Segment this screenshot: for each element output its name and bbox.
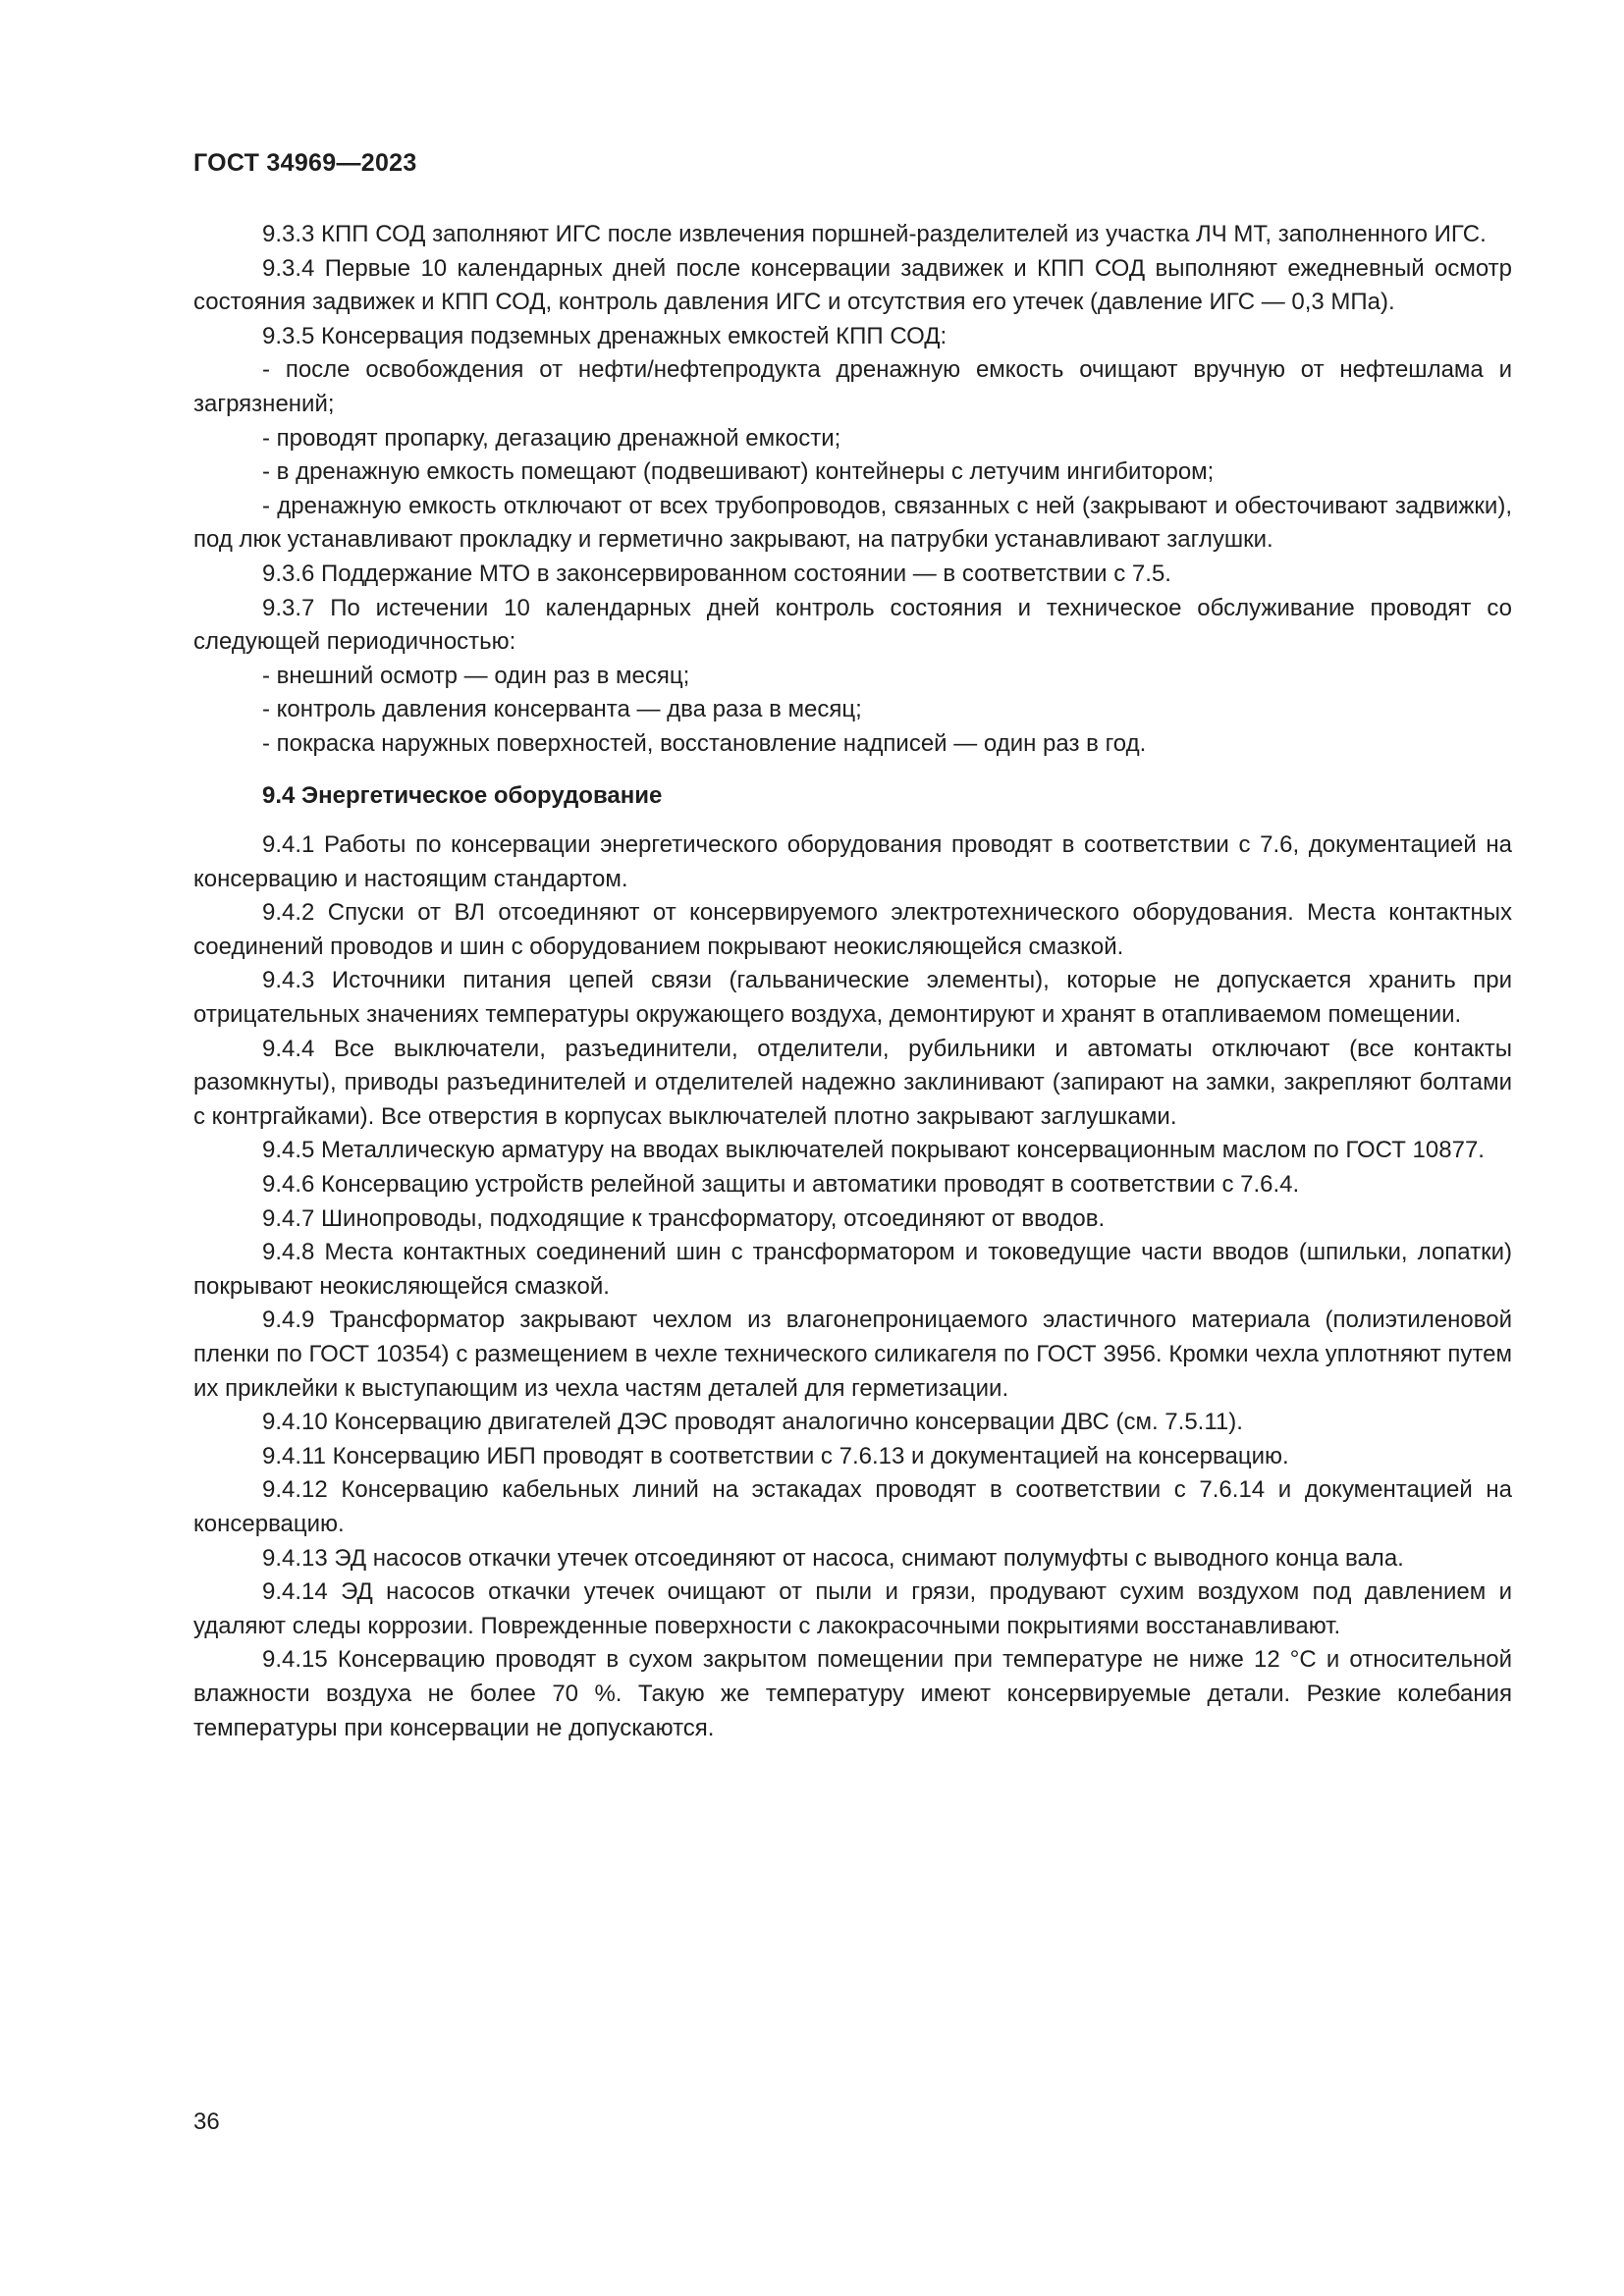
list-item: - после освобождения от нефти/нефтепродукта дренажную емкость очищают вручную от нефтешлама и загрязнений; bbox=[193, 356, 1512, 417]
paragraph-9-3-4: 9.3.4 Первые 10 календарных дней после консервации задвижек и КПП СОД выполняют ежедневный осмотр состояния задвижек и КПП СОД, контроль давления ИГС и отсутствия его утечек (давление ИГС — 0,3 МПа). bbox=[193, 254, 1512, 316]
list-item: - контроль давления консерванта — два раза в месяц; bbox=[262, 696, 862, 723]
paragraph-9-4-6: 9.4.6 Консервацию устройств релейной защиты и автоматики проводят в соответствии с 7.6.4. bbox=[262, 1171, 1300, 1199]
list-item: - в дренажную емкость помещают (подвешивают) контейнеры с летучим ингибитором; bbox=[262, 458, 1215, 486]
paragraph-9-4-15: 9.4.15 Консервацию проводят в сухом закрытом помещении при температуре не ниже 12 °С и относительной влажности воздуха не более 70 %. Такую же температуру имеют консервируемые детали. Резкие колебания температуры при консервации не допускаются. bbox=[193, 1646, 1512, 1741]
paragraph-9-4-8: 9.4.8 Места контактных соединений шин с трансформатором и токоведущие части вводов (шпильки, лопатки) покрывают неокисляющейся смазкой. bbox=[193, 1239, 1512, 1300]
paragraph-9-4-10: 9.4.10 Консервацию двигателей ДЭС проводят аналогично консервации ДВС (см. 7.5.11). bbox=[262, 1409, 1243, 1436]
paragraph-9-4-5: 9.4.5 Металлическую арматуру на вводах выключателей покрывают консервационным маслом по ГОСТ 10877. bbox=[262, 1137, 1485, 1164]
list-item: - покраска наружных поверхностей, восстановление надписей — один раз в год. bbox=[262, 729, 1147, 757]
paragraph-9-4-7: 9.4.7 Шинопроводы, подходящие к трансформатору, отсоединяют от вводов. bbox=[262, 1204, 1106, 1232]
page-number: 36 bbox=[193, 2109, 220, 2135]
paragraph-9-3-7: 9.3.7 По истечении 10 календарных дней контроль состояния и техническое обслуживание проводят со следующей периодичностью: bbox=[193, 594, 1512, 656]
paragraph-9-4-14: 9.4.14 ЭД насосов откачки утечек очищают от пыли и грязи, продувают сухим воздухом под давлением и удаляют следы коррозии. Поврежденные поверхности с лакокрасочными покрытиями восстанавливают. bbox=[193, 1578, 1512, 1639]
list-item: - дренажную емкость отключают от всех трубопроводов, связанных с ней (закрывают и обесточивают задвижки), под люк устанавливают прокладку и герметично закрывают, на патрубки устанавливают заглушки. bbox=[193, 492, 1512, 554]
paragraph-9-4-4: 9.4.4 Все выключатели, разъединители, отделители, рубильники и автоматы отключают (все контакты разомкнуты), приводы разъединителей и отделителей надежно заклинивают (запирают на замки, закрепляют болтами с контргайками). Все отверстия в корпусах выключателей плотно закрывают заглушками. bbox=[193, 1035, 1512, 1130]
paragraph-9-4-1: 9.4.1 Работы по консервации энергетического оборудования проводят в соответствии с 7.6, документацией на консервацию и настоящим стандартом. bbox=[193, 831, 1512, 892]
paragraph-9-4-9: 9.4.9 Трансформатор закрывают чехлом из влагонепроницаемого эластичного материала (полиэтиленовой пленки по ГОСТ 10354) с размещением в чехле технического силикагеля по ГОСТ 3956. Кромки чехла уплотняют путем их приклейки к выступающим из чехла частям деталей для герметизации. bbox=[193, 1307, 1512, 1402]
document-header-title: ГОСТ 34969—2023 bbox=[193, 149, 417, 177]
paragraph-9-3-5: 9.3.5 Консервация подземных дренажных емкостей КПП СОД: bbox=[262, 322, 947, 349]
paragraph-9-4-13: 9.4.13 ЭД насосов откачки утечек отсоединяют от насоса, снимают полумуфты с выводного конца вала. bbox=[262, 1544, 1404, 1572]
paragraph-9-4-2: 9.4.2 Спуски от ВЛ отсоединяют от консервируемого электротехнического оборудования. Места контактных соединений проводов и шин с оборудованием покрывают неокисляющейся смазкой. bbox=[193, 899, 1512, 960]
list-item: - проводят пропарку, дегазацию дренажной емкости; bbox=[262, 424, 841, 452]
paragraph-9-4-12: 9.4.12 Консервацию кабельных линий на эстакадах проводят в соответствии с 7.6.14 и документацией на консервацию. bbox=[193, 1476, 1512, 1537]
paragraph-9-3-3: 9.3.3 КПП СОД заполняют ИГС после извлечения поршней-разделителей из участка ЛЧ МТ, заполненного ИГС. bbox=[262, 221, 1487, 247]
paragraph-9-3-6: 9.3.6 Поддержание МТО в законсервированном состоянии — в соответствии с 7.5. bbox=[262, 560, 1171, 587]
document-body bbox=[193, 218, 1512, 1745]
section-heading-9-4: 9.4 Энергетическое оборудование bbox=[262, 781, 663, 809]
list-item: - внешний осмотр — один раз в месяц; bbox=[262, 662, 690, 689]
paragraph-9-4-11: 9.4.11 Консервацию ИБП проводят в соответствии с 7.6.13 и документацией на консервацию. bbox=[262, 1442, 1289, 1469]
paragraph-9-4-3: 9.4.3 Источники питания цепей связи (гальванические элементы), которые не допускается хранить при отрицательных значениях температуры окружающего воздуха, демонтируют и хранят в отапливаемом помещении. bbox=[193, 967, 1512, 1029]
